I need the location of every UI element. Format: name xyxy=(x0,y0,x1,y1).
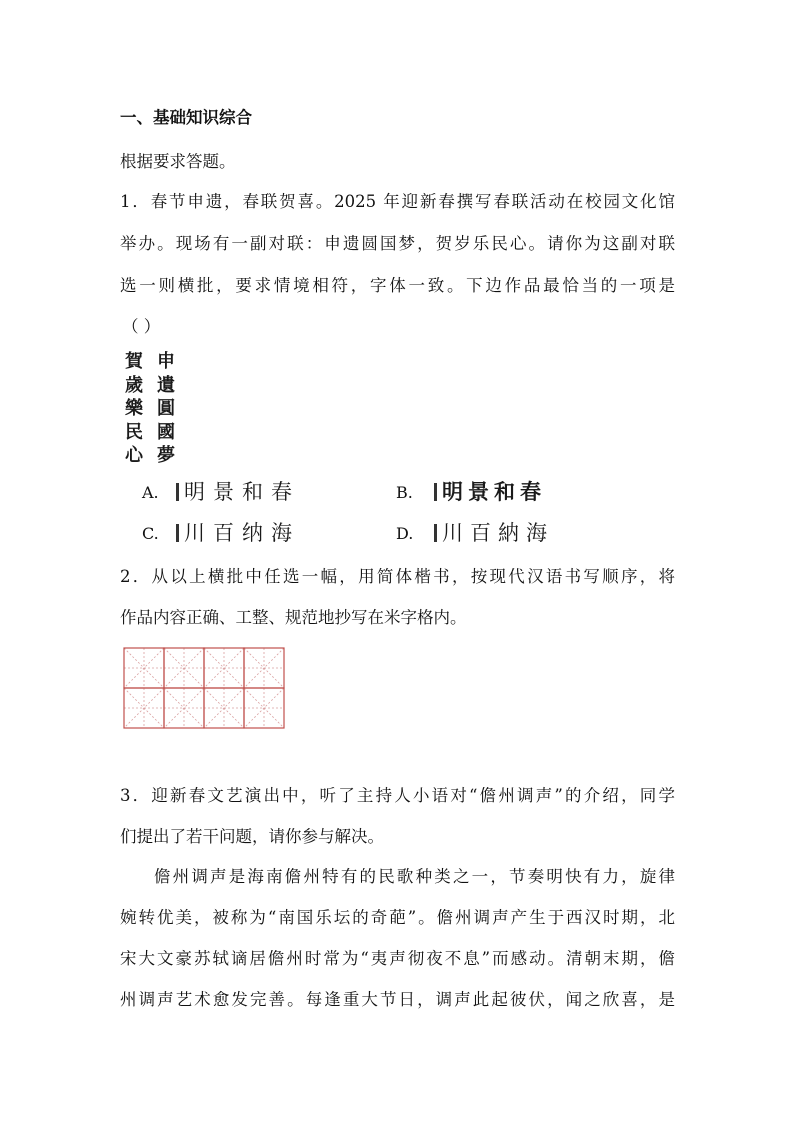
option-b-calligraphy[interactable] xyxy=(434,479,546,505)
seal-mark-icon xyxy=(434,483,437,501)
couplet-char: 申 xyxy=(157,351,175,372)
section-title: 一、基础知识综合 xyxy=(120,108,252,127)
option-b-letter[interactable]: B. xyxy=(396,483,413,502)
option-c-text: 川百纳海 xyxy=(184,521,300,545)
passage-line-2: 婉转优美，被称为“南国乐坛的奇葩”。儋州调声产生于西汉时期，北 xyxy=(120,908,675,927)
couplet-char: 國 xyxy=(157,421,175,443)
answer-paren: （ ） xyxy=(122,317,161,336)
option-d-text: 川百納海 xyxy=(442,521,554,545)
q1-line-3: 选一则横批，要求情境相符，字体一致。下边作品最恰当的一项是 xyxy=(120,276,675,295)
mi-grid-svg xyxy=(122,646,286,730)
couplet-left-column xyxy=(122,350,146,468)
couplet-char: 樂 xyxy=(125,398,143,420)
q2-line-1: 2．从以上横批中任选一幅，用简体楷书，按现代汉语书写顺序，将 xyxy=(120,567,675,586)
couplet-char: 心 xyxy=(125,445,143,467)
seal-mark-icon xyxy=(176,524,179,542)
mi-character-grid[interactable] xyxy=(122,646,286,730)
seal-mark-icon xyxy=(176,483,179,501)
seal-mark-icon xyxy=(434,524,437,542)
option-c-letter[interactable]: C. xyxy=(142,524,159,543)
couplet-char: 遺 xyxy=(157,374,175,396)
couplet-right-column xyxy=(154,350,178,468)
option-c-calligraphy[interactable] xyxy=(176,520,300,546)
couplet-char: 夢 xyxy=(157,445,175,467)
option-a-calligraphy[interactable] xyxy=(176,479,300,505)
couplet-char: 圓 xyxy=(157,398,175,420)
q2-line-2: 作品内容正确、工整、规范地抄写在米字格内。 xyxy=(120,608,467,627)
option-a-letter[interactable]: A. xyxy=(142,483,159,502)
section-instruction: 根据要求答题。 xyxy=(120,152,236,171)
couplet-char: 歲 xyxy=(125,374,143,396)
passage-line-3: 宋大文豪苏轼谪居儋州时常为“夷声彻夜不息”而感动。清朝末期，儋 xyxy=(120,949,675,968)
q1-line-1: 1．春节申遗，春联贺喜。2025 年迎新春撰写春联活动在校园文化馆 xyxy=(120,192,675,211)
q3-line-2: 们提出了若干问题，请你参与解决。 xyxy=(120,827,384,846)
couplet-char: 民 xyxy=(125,421,143,443)
passage-line-4: 州调声艺术愈发完善。每逢重大节日，调声此起彼伏，闻之欣喜，是 xyxy=(120,990,675,1009)
q3-line-1: 3．迎新春文艺演出中，听了主持人小语对“儋州调声”的介绍，同学 xyxy=(120,786,675,805)
option-a-text: 明景和春 xyxy=(184,480,300,504)
option-b-text: 明景和春 xyxy=(442,479,546,504)
option-d-letter[interactable]: D. xyxy=(396,524,414,543)
q1-line-2: 举办。现场有一副对联：申遗圆国梦，贺岁乐民心。请你为这副对联 xyxy=(120,234,675,253)
option-d-calligraphy[interactable] xyxy=(434,520,554,546)
couplet-char: 賀 xyxy=(125,351,143,372)
passage-line-1: 儋州调声是海南儋州特有的民歌种类之一，节奏明快有力，旋律 xyxy=(154,867,675,886)
couplet-calligraphy xyxy=(122,350,182,468)
